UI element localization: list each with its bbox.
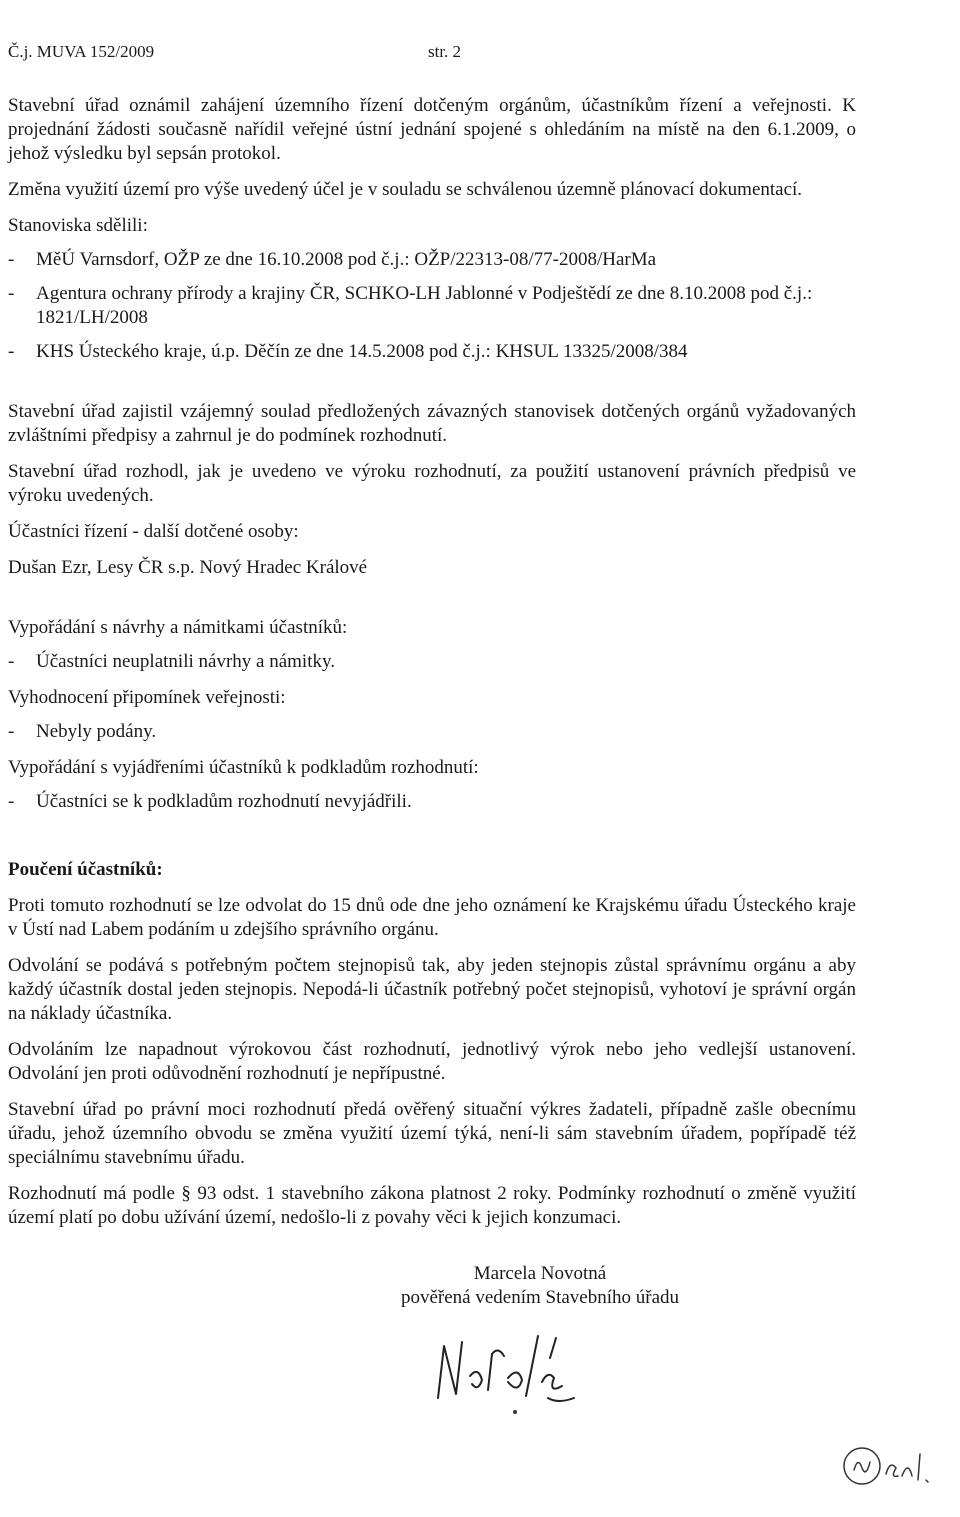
ink-dot [513,1410,517,1414]
list-dash: - [8,651,15,672]
compliance-paragraph: Stavební úřad zajistil vzájemný soulad předložených závazných stanovisek dotčených orgánů vyžadovaných zvláštními předpisy a zahrnul je do podmínek rozhodnutí. [8,401,856,446]
list-dash: - [8,249,15,270]
signatory-role: pověřená vedením Stavebního úřadu [400,1287,680,1308]
list-dash: - [8,341,15,362]
instruction-paragraph: Odvoláním lze napadnout výrokovou část rozhodnutí, jednotlivý výrok nebo jeho vedlejší ustanovení. Odvolání jen proti odůvodnění rozhodnutí je nepřípustné. [8,1039,856,1084]
opinion-item [8,340,856,364]
decision-paragraph: Stavební úřad rozhodl, jak je uvedeno ve výroku rozhodnutí, za použití ustanovení právních předpisů ve výroku uvedených. [8,461,856,506]
settlement-text: Nebyly podány. [36,721,157,742]
opinion-item [8,248,856,272]
opinion-text: Agentura ochrany přírody a krajiny ČR, SCHKO-LH Jablonné v Podještědí ze dne 8.10.2008 pod č.j.: 1821/LH/2008 [36,283,813,328]
signature-block [340,1262,740,1310]
instruction-heading: Poučení účastníků: [8,859,163,880]
list-dash: - [8,721,15,742]
page-header [8,40,461,64]
settlement-text: Účastníci neuplatnili návrhy a námitky. [36,651,335,672]
handwritten-signature [430,1328,580,1408]
list-dash: - [8,791,15,812]
page-number: str. 2 [428,42,462,61]
settlement-item [8,790,856,814]
signatory-name: Marcela Novotná [473,1263,607,1284]
page-number-stamp [840,1440,935,1490]
opinion-item [8,282,856,330]
instruction-paragraph: Rozhodnutí má podle § 93 odst. 1 stavebního zákona platnost 2 roky. Podmínky rozhodnutí o změně využití území platí po dobu užívání území, nedošlo-li z povahy věci k jejich konzumaci. [8,1183,856,1228]
instruction-paragraph: Proti tomuto rozhodnutí se lze odvolat do 15 dnů ode dne jeho oznámení ke Krajskému úřadu Ústeckého kraje v Ústí nad Labem podáním u zdejšího správního orgánu. [8,895,856,940]
list-dash: - [8,283,15,304]
intro-paragraph: Stavební úřad oznámil zahájení územního řízení dotčeným orgánům, účastníkům řízení a veřejnosti. K projednání žádosti současně nařídil veřejné ústní jednání spojené s ohledáním na místě na den 6.1.2009, o jehož výsledku byl sepsán protokol. [8,95,856,164]
opinions-heading: Stanoviska sdělili: [8,215,148,236]
instruction-paragraph: Odvolání se podává s potřebným počtem stejnopisů tak, aby jeden stejnopis zůstal správnímu orgánu a aby každý účastník dostal jeden stejnopis. Nepodá-li účastník potřebný počet stejnopisů, vyhotoví je správní orgán na náklady účastníka. [8,955,856,1024]
participants-names: Dušan Ezr, Lesy ČR s.p. Nový Hradec Králové [8,557,368,578]
reference-number: Č.j. MUVA 152/2009 [8,42,155,61]
opinion-text: MěÚ Varnsdorf, OŽP ze dne 16.10.2008 pod č.j.: OŽP/22313-08/77-2008/HarMa [36,249,657,270]
settlement-item [8,720,856,744]
document-body [8,94,856,1230]
settlement-heading: Vypořádání s vyjádřeními účastníků k podkladům rozhodnutí: [8,757,479,778]
settlement-text: Účastníci se k podkladům rozhodnutí nevyjádřili. [36,791,412,812]
instruction-paragraph: Stavební úřad po právní moci rozhodnutí předá ověřený situační výkres žadateli, případně zašle obecnímu úřadu, jehož územního obvodu se změna využití území týká, není-li sám stavebním úřadem, popřípadě též speciálnímu stavebnímu úřadu. [8,1099,856,1168]
settlement-heading: Vypořádání s návrhy a námitkami účastníků: [8,617,348,638]
opinion-text: KHS Ústeckého kraje, ú.p. Děčín ze dne 14.5.2008 pod č.j.: KHSUL 13325/2008/384 [36,341,688,362]
settlement-item [8,650,856,674]
land-use-compliance: Změna využití území pro výše uvedený účel je v souladu se schválenou územně plánovací dokumentací. [8,179,803,200]
settlement-heading: Vyhodnocení připomínek veřejnosti: [8,687,286,708]
participants-heading: Účastníci řízení - další dotčené osoby: [8,521,299,542]
